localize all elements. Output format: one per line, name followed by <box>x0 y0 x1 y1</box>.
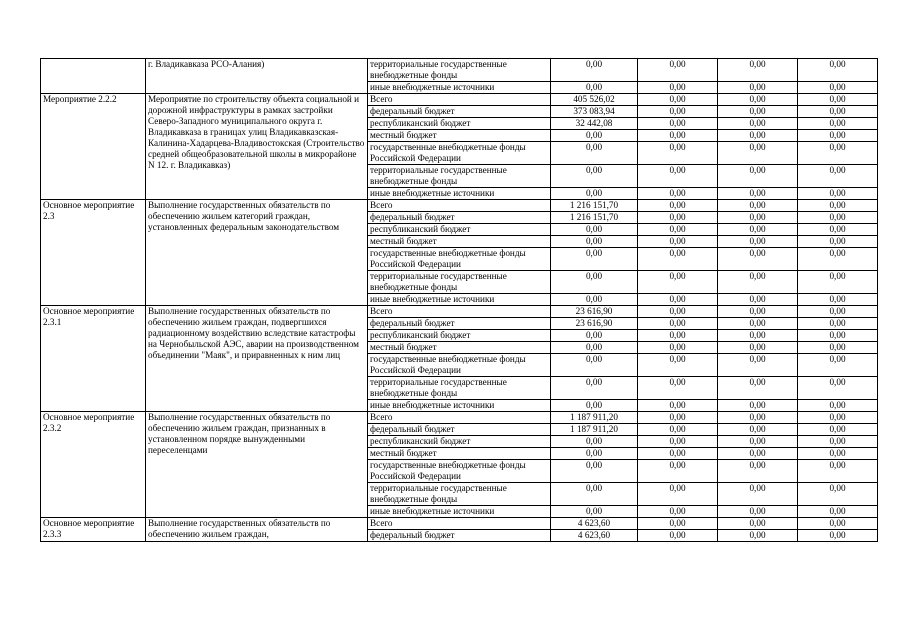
amount-total-cell: 0,00 <box>551 142 638 165</box>
amount-year-3-cell: 0,00 <box>718 530 798 542</box>
amount-year-2-cell: 0,00 <box>638 94 718 106</box>
amount-year-4-cell: 0,00 <box>798 142 878 165</box>
funding-source-cell: федеральный бюджет <box>368 318 551 330</box>
amount-year-3-cell: 0,00 <box>718 130 798 142</box>
amount-total-cell: 0,00 <box>551 224 638 236</box>
funding-source-cell: местный бюджет <box>368 130 551 142</box>
amount-total-cell: 23 616,90 <box>551 306 638 318</box>
amount-total-cell: 4 623,60 <box>551 518 638 530</box>
amount-year-2-cell: 0,00 <box>638 200 718 212</box>
amount-total-cell: 0,00 <box>551 130 638 142</box>
amount-year-2-cell: 0,00 <box>638 377 718 400</box>
funding-source-cell: республиканский бюджет <box>368 224 551 236</box>
amount-total-cell: 0,00 <box>551 483 638 506</box>
amount-total-cell: 0,00 <box>551 294 638 306</box>
amount-year-4-cell: 0,00 <box>798 188 878 200</box>
funding-source-cell: республиканский бюджет <box>368 436 551 448</box>
amount-year-2-cell: 0,00 <box>638 212 718 224</box>
amount-total-cell: 0,00 <box>551 82 638 94</box>
amount-year-4-cell: 0,00 <box>798 377 878 400</box>
amount-total-cell: 0,00 <box>551 436 638 448</box>
funding-source-cell: федеральный бюджет <box>368 424 551 436</box>
amount-year-2-cell: 0,00 <box>638 82 718 94</box>
amount-year-2-cell: 0,00 <box>638 436 718 448</box>
amount-year-2-cell: 0,00 <box>638 188 718 200</box>
measure-code-cell <box>41 59 146 94</box>
amount-total-cell: 0,00 <box>551 330 638 342</box>
funding-source-cell: местный бюджет <box>368 236 551 248</box>
amount-year-2-cell: 0,00 <box>638 248 718 271</box>
amount-year-3-cell: 0,00 <box>718 106 798 118</box>
funding-source-cell: государственные внебюджетные фонды Российской Федерации <box>368 354 551 377</box>
funding-source-cell: Всего <box>368 518 551 530</box>
funding-source-cell: государственные внебюджетные фонды Российской Федерации <box>368 142 551 165</box>
amount-year-3-cell: 0,00 <box>718 142 798 165</box>
amount-year-3-cell: 0,00 <box>718 94 798 106</box>
amount-year-2-cell: 0,00 <box>638 412 718 424</box>
amount-year-4-cell: 0,00 <box>798 460 878 483</box>
amount-year-2-cell: 0,00 <box>638 118 718 130</box>
amount-year-3-cell: 0,00 <box>718 271 798 294</box>
amount-year-4-cell: 0,00 <box>798 424 878 436</box>
funding-source-cell: иные внебюджетные источники <box>368 506 551 518</box>
measure-name-cell: Выполнение государственных обязательств по обеспечению жильем граждан, признанных в установленном порядке вынужденными переселенцами <box>146 412 368 518</box>
amount-year-3-cell: 0,00 <box>718 188 798 200</box>
amount-year-3-cell: 0,00 <box>718 82 798 94</box>
amount-year-3-cell: 0,00 <box>718 354 798 377</box>
funding-source-cell: федеральный бюджет <box>368 530 551 542</box>
amount-year-4-cell: 0,00 <box>798 436 878 448</box>
amount-year-2-cell: 0,00 <box>638 142 718 165</box>
amount-year-3-cell: 0,00 <box>718 506 798 518</box>
amount-year-2-cell: 0,00 <box>638 106 718 118</box>
amount-total-cell: 0,00 <box>551 460 638 483</box>
amount-year-4-cell: 0,00 <box>798 306 878 318</box>
amount-year-3-cell: 0,00 <box>718 448 798 460</box>
amount-year-3-cell: 0,00 <box>718 165 798 188</box>
amount-year-4-cell: 0,00 <box>798 130 878 142</box>
funding-source-cell: Всего <box>368 94 551 106</box>
table-row <box>41 59 878 82</box>
funding-source-cell: государственные внебюджетные фонды Российской Федерации <box>368 460 551 483</box>
amount-year-2-cell: 0,00 <box>638 330 718 342</box>
measure-code-cell: Основное мероприятие 2.3.3 <box>41 518 146 542</box>
amount-year-2-cell: 0,00 <box>638 59 718 82</box>
amount-total-cell: 0,00 <box>551 248 638 271</box>
amount-year-2-cell: 0,00 <box>638 224 718 236</box>
funding-source-cell: иные внебюджетные источники <box>368 400 551 412</box>
amount-year-2-cell: 0,00 <box>638 318 718 330</box>
amount-year-3-cell: 0,00 <box>718 518 798 530</box>
amount-total-cell: 0,00 <box>551 354 638 377</box>
amount-year-3-cell: 0,00 <box>718 400 798 412</box>
amount-year-4-cell: 0,00 <box>798 318 878 330</box>
amount-year-4-cell: 0,00 <box>798 165 878 188</box>
amount-total-cell: 405 526,02 <box>551 94 638 106</box>
amount-year-4-cell: 0,00 <box>798 483 878 506</box>
funding-source-cell: территориальные государственные внебюджетные фонды <box>368 271 551 294</box>
table-row <box>41 200 878 212</box>
amount-year-3-cell: 0,00 <box>718 460 798 483</box>
funding-source-cell: республиканский бюджет <box>368 330 551 342</box>
amount-year-3-cell: 0,00 <box>718 377 798 400</box>
amount-year-4-cell: 0,00 <box>798 530 878 542</box>
amount-year-4-cell: 0,00 <box>798 412 878 424</box>
amount-total-cell: 0,00 <box>551 448 638 460</box>
amount-year-4-cell: 0,00 <box>798 248 878 271</box>
funding-table <box>40 58 878 542</box>
amount-year-2-cell: 0,00 <box>638 400 718 412</box>
amount-year-2-cell: 0,00 <box>638 342 718 354</box>
amount-year-4-cell: 0,00 <box>798 448 878 460</box>
amount-year-3-cell: 0,00 <box>718 436 798 448</box>
amount-year-2-cell: 0,00 <box>638 448 718 460</box>
measure-code-cell: Основное мероприятие 2.3.2 <box>41 412 146 518</box>
amount-year-2-cell: 0,00 <box>638 130 718 142</box>
funding-source-cell: Всего <box>368 306 551 318</box>
funding-source-cell: федеральный бюджет <box>368 212 551 224</box>
amount-total-cell: 0,00 <box>551 236 638 248</box>
amount-year-4-cell: 0,00 <box>798 118 878 130</box>
funding-source-cell: иные внебюджетные источники <box>368 82 551 94</box>
funding-source-cell: федеральный бюджет <box>368 106 551 118</box>
funding-source-cell: республиканский бюджет <box>368 118 551 130</box>
amount-total-cell: 0,00 <box>551 59 638 82</box>
amount-year-3-cell: 0,00 <box>718 412 798 424</box>
amount-total-cell: 1 216 151,70 <box>551 200 638 212</box>
amount-year-2-cell: 0,00 <box>638 354 718 377</box>
amount-year-4-cell: 0,00 <box>798 342 878 354</box>
funding-table-body <box>41 59 878 542</box>
measure-name-cell: г. Владикавказа РСО-Алания) <box>146 59 368 94</box>
amount-year-4-cell: 0,00 <box>798 212 878 224</box>
amount-year-3-cell: 0,00 <box>718 306 798 318</box>
amount-year-3-cell: 0,00 <box>718 330 798 342</box>
amount-total-cell: 32 442,08 <box>551 118 638 130</box>
amount-year-3-cell: 0,00 <box>718 483 798 506</box>
amount-year-2-cell: 0,00 <box>638 165 718 188</box>
table-row <box>41 94 878 106</box>
amount-total-cell: 1 187 911,20 <box>551 412 638 424</box>
measure-name-cell: Мероприятие по строительству объекта социальной и дорожной инфраструктуры в рамках застройки Северо-Западного муниципального округа г. Владикавказа в границах улиц Владикавказская-Калинина-Хадарцева-Владивостокская (Строительство средней общеобразовательной школы в микрорайоне N 12. г. Владикавказ) <box>146 94 368 200</box>
measure-code-cell: Основное мероприятие 2.3.1 <box>41 306 146 412</box>
amount-year-2-cell: 0,00 <box>638 518 718 530</box>
measure-name-cell: Выполнение государственных обязательств по обеспечению жильем граждан, <box>146 518 368 542</box>
amount-year-4-cell: 0,00 <box>798 330 878 342</box>
amount-year-4-cell: 0,00 <box>798 200 878 212</box>
measure-name-cell: Выполнение государственных обязательств по обеспечению жильем категорий граждан, установленных федеральным законодательством <box>146 200 368 306</box>
funding-source-cell: иные внебюджетные источники <box>368 188 551 200</box>
amount-total-cell: 0,00 <box>551 400 638 412</box>
funding-source-cell: территориальные государственные внебюджетные фонды <box>368 59 551 82</box>
amount-year-3-cell: 0,00 <box>718 200 798 212</box>
amount-total-cell: 0,00 <box>551 271 638 294</box>
table-row <box>41 412 878 424</box>
measure-code-cell: Основное мероприятие 2.3 <box>41 200 146 306</box>
amount-year-4-cell: 0,00 <box>798 271 878 294</box>
amount-total-cell: 373 083,94 <box>551 106 638 118</box>
amount-year-2-cell: 0,00 <box>638 460 718 483</box>
measure-code-cell: Мероприятие 2.2.2 <box>41 94 146 200</box>
amount-year-3-cell: 0,00 <box>718 318 798 330</box>
amount-year-3-cell: 0,00 <box>718 118 798 130</box>
amount-total-cell: 0,00 <box>551 188 638 200</box>
amount-total-cell: 4 623,60 <box>551 530 638 542</box>
amount-year-4-cell: 0,00 <box>798 106 878 118</box>
funding-source-cell: иные внебюджетные источники <box>368 294 551 306</box>
amount-year-4-cell: 0,00 <box>798 400 878 412</box>
table-row <box>41 518 878 530</box>
amount-total-cell: 0,00 <box>551 165 638 188</box>
amount-year-3-cell: 0,00 <box>718 224 798 236</box>
amount-year-3-cell: 0,00 <box>718 212 798 224</box>
amount-year-2-cell: 0,00 <box>638 306 718 318</box>
amount-year-3-cell: 0,00 <box>718 236 798 248</box>
amount-year-4-cell: 0,00 <box>798 294 878 306</box>
amount-year-2-cell: 0,00 <box>638 530 718 542</box>
amount-year-4-cell: 0,00 <box>798 236 878 248</box>
funding-source-cell: территориальные государственные внебюджетные фонды <box>368 483 551 506</box>
amount-year-3-cell: 0,00 <box>718 248 798 271</box>
funding-source-cell: местный бюджет <box>368 342 551 354</box>
amount-year-4-cell: 0,00 <box>798 518 878 530</box>
funding-source-cell: местный бюджет <box>368 448 551 460</box>
measure-name-cell: Выполнение государственных обязательств по обеспечению жильем граждан, подвергшихся радиационному воздействию вследствие катастрофы на Чернобыльской АЭС, аварии на производственном объединении "Маяк", и приравненных к ним лиц <box>146 306 368 412</box>
amount-year-4-cell: 0,00 <box>798 224 878 236</box>
amount-year-2-cell: 0,00 <box>638 271 718 294</box>
funding-source-cell: территориальные государственные внебюджетные фонды <box>368 377 551 400</box>
amount-total-cell: 1 216 151,70 <box>551 212 638 224</box>
amount-year-4-cell: 0,00 <box>798 59 878 82</box>
amount-total-cell: 1 187 911,20 <box>551 424 638 436</box>
amount-year-4-cell: 0,00 <box>798 94 878 106</box>
amount-year-2-cell: 0,00 <box>638 483 718 506</box>
amount-year-4-cell: 0,00 <box>798 506 878 518</box>
funding-source-cell: Всего <box>368 412 551 424</box>
amount-year-4-cell: 0,00 <box>798 82 878 94</box>
amount-year-2-cell: 0,00 <box>638 294 718 306</box>
amount-year-3-cell: 0,00 <box>718 342 798 354</box>
amount-year-3-cell: 0,00 <box>718 424 798 436</box>
amount-total-cell: 0,00 <box>551 506 638 518</box>
funding-source-cell: государственные внебюджетные фонды Российской Федерации <box>368 248 551 271</box>
amount-year-2-cell: 0,00 <box>638 506 718 518</box>
amount-year-4-cell: 0,00 <box>798 354 878 377</box>
amount-year-2-cell: 0,00 <box>638 424 718 436</box>
funding-source-cell: Всего <box>368 200 551 212</box>
amount-year-2-cell: 0,00 <box>638 236 718 248</box>
funding-source-cell: территориальные государственные внебюджетные фонды <box>368 165 551 188</box>
amount-total-cell: 23 616,90 <box>551 318 638 330</box>
amount-total-cell: 0,00 <box>551 342 638 354</box>
amount-year-3-cell: 0,00 <box>718 59 798 82</box>
amount-total-cell: 0,00 <box>551 377 638 400</box>
table-row <box>41 306 878 318</box>
amount-year-3-cell: 0,00 <box>718 294 798 306</box>
